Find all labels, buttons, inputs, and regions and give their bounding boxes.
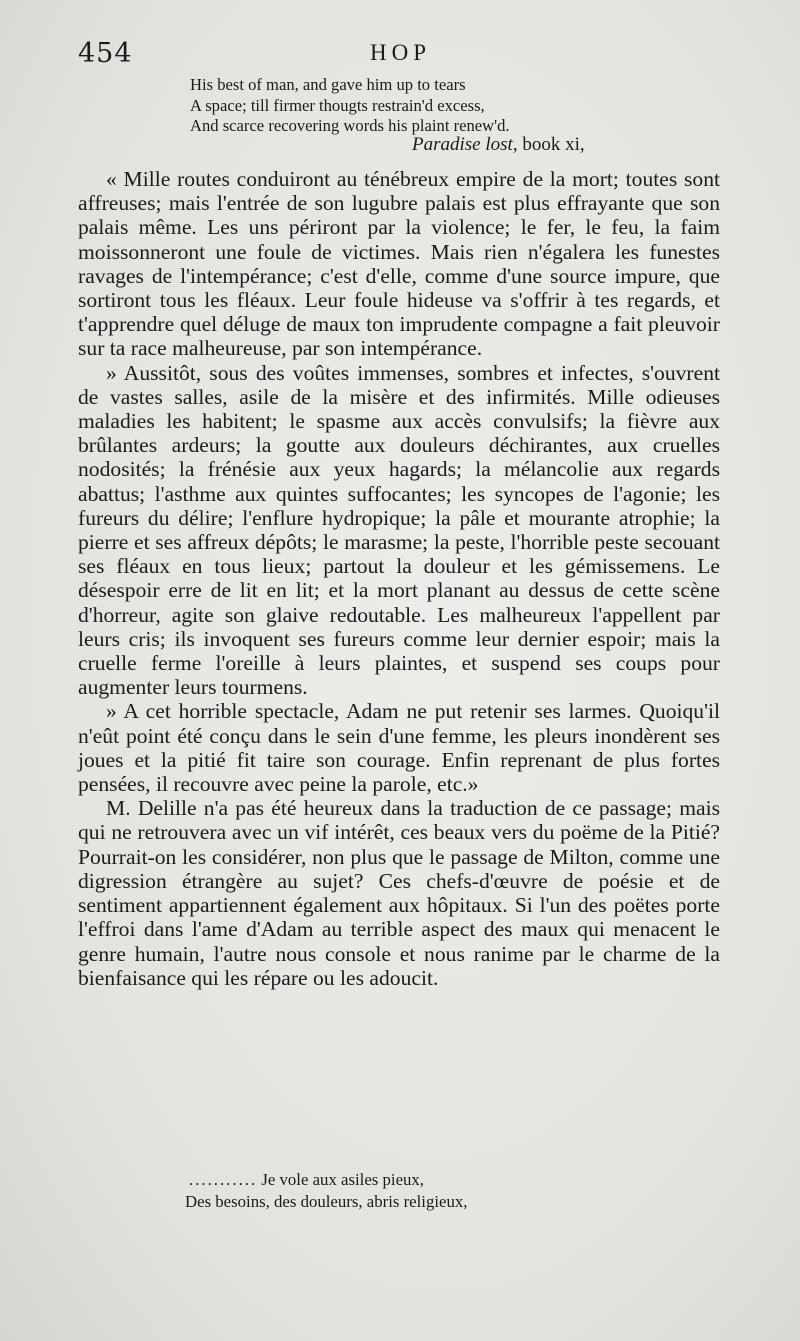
paragraph: » Aussitôt, sous des voûtes immenses, sombres et infectes, s'ouvrent de vastes salles, asile de la misère et des infirmités. Mille odieuses maladies les habitent; le spasme aux accès convulsifs; la fièvre aux brûlantes ardeurs; la goutte aux douleurs déchirantes, aux cruelles nodosités; la frénésie aux yeux hagards; la mélancolie aux regards abattus; l'asthme aux quintes suffocantes; les syncopes de l'agonie; les fureurs du délire; l'enflure hydropique; la pâle et mourante atrophie; la pierre et ses affreux dépôts; le marasme; la peste, l'horrible peste secouant ses fléaux en tous lieux; partout la douleur et les gémissemens. Le désespoir erre de lit en lit; et la mort planant au dessus de cette scène d'horreur, agite son glaive redoutable. Les malheureux l'appellent par leurs cris; ils invoquent ses fureurs comme leur dernier espoir; mais la cruelle ferme l'oreille à leurs plaintes, et suspend ses coups pour augmenter leurs tourmens.	[78, 360, 720, 700]
closing-verse-line	[185, 1169, 467, 1191]
verse-line: His best of man, and gave him up to tears	[190, 75, 466, 94]
page-number: 454	[78, 38, 133, 69]
verse-line: And scarce recovering words his plaint renew'd.	[190, 116, 510, 135]
verse-line: A space; till firmer thougts restrain'd excess,	[190, 95, 485, 115]
body-text	[78, 167, 720, 990]
closing-verse-line: Des besoins, des douleurs, abris religieux,	[185, 1192, 468, 1211]
paragraph: « Mille routes conduiront au ténébreux empire de la mort; toutes sont affreuses; mais l'entrée de son lugubre palais est plus effrayante que son palais même. Les uns périront par la violence; le fer, le feu, la faim moissonneront une foule de victimes. Mais rien n'égalera les funestes ravages de l'intempérance; c'est d'elle, comme d'une source impure, que sortiront tous les fléaux. Leur foule hideuse va s'offrir à tes regards, et t'apprendre quel déluge de maux ton imprudente compagne a fait pleuvoir sur ta race malheureuse, par son intempérance.	[78, 167, 720, 361]
closing-verse	[185, 1169, 467, 1213]
epigraph-attribution	[412, 134, 585, 156]
attribution-rest: , book xi,	[512, 134, 585, 155]
epigraph-verse	[190, 75, 510, 137]
ellipsis-dots: ...........	[189, 1170, 258, 1189]
page-header	[78, 38, 718, 74]
paragraph: » A cet horrible spectacle, Adam ne put retenir ses larmes. Quoiqu'il n'eût point été conçu dans le sein d'une femme, les pleurs inondèrent ses joues et la pitié fit taire son courage. Enfin reprenant de plus fortes pensées, il recouvre avec peine la parole, etc.»	[78, 699, 720, 797]
attribution-title: Paradise lost	[412, 134, 513, 155]
running-head: HOP	[370, 40, 432, 65]
closing-verse-text: Je vole aux asiles pieux,	[257, 1170, 424, 1189]
paragraph: M. Delille n'a pas été heureux dans la traduction de ce passage; mais qui ne retrouvera avec un vif intérêt, ces beaux vers du poëme de la Pitié? Pourrait-on les considérer, non plus que le passage de Milton, comme une digression étrangère au sujet? Ces chefs-d'œuvre de poésie et de sentiment appartiennent également aux hôpitaux. Si l'un des poëtes porte l'effroi dans l'ame d'Adam au terrible aspect des maux qui menacent le genre humain, l'autre nous console et nous ranime par le charme de la bienfaisance qui les répare ou les adoucit.	[78, 796, 720, 990]
